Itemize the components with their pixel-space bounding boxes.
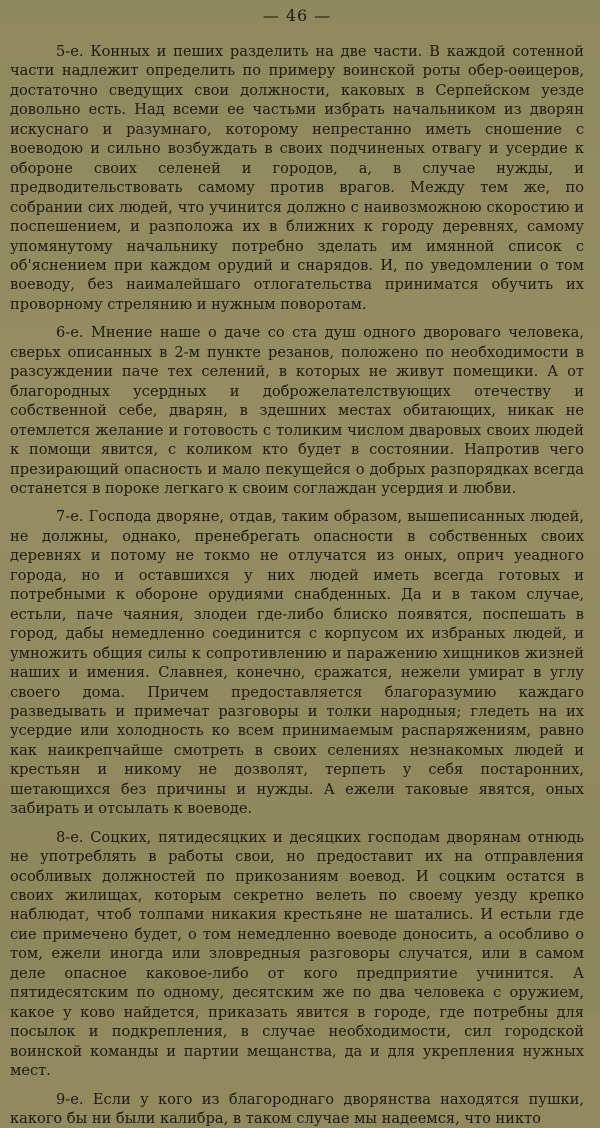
page-number: — 46 — (262, 6, 332, 25)
paragraph-7: 7-е. Господа дворяне, отдав, таким образом, вышеписанных людей, не должны, однако, пренебрегать опасности в собственных своих деревнях и потому не токмо не отлучатся из оных, оприч уеадного города, но и оставшихся у них людей иметь всегда готовых и потребными к обороне орудиями снабденных. Да и в таком случае, естьли, паче чаяния, злодеи где-либо блиско появятся, поспешать в город, дабы немедленно соединится с корпусом их избраных людей, и умножить общия силы к сопротивлению и паражению хищников жизней наших и имения. Славнея, конечно, сражатся, нежели умират в углу своего дома. Причем предоставляется благоразумию каждаго разведывать и примечат разговоры и толки народныя; гледеть на их усердие или холодность ко всем принимаемым распаряжениям, равно как наикрепчайше смотреть в своих селениях незнакомых людей и крестьян и никому не дозволят, терпеть у себя постаронних, шетающихся без причины и нужды. А ежели таковые явятся, оных забирать и отсылать к воеводе. (10, 508, 584, 818)
paragraph-8: 8-е. Соцких, пятидесяцких и десяцких господам дворянам отнюдь не употреблять в работы свои, но предоставит их на отправления особливых должностей по прикозаниям воевод. И соцким остатся в своих жилищах, которым секретно велеть по своему уезду крепко наблюдат, чтоб толпами никакия крестьяне не шатались. И естьли где сие примечено будет, о том немедленно воеводе доносить, а особливо о том, ежели иногда или зловредныя разговоры случатся, или в самом деле опасное каковое-либо от кого предприятие учинится. А пятидесятским по одному, десятским же по два человека с оружием, какое у ково найдется, приказать явится в городе, где потребны для посылок и подкрепления, в случае необходимости, сил городской воинской команды и партии мещанства, да и для укрепления нужных мест. (10, 828, 584, 1080)
paragraph-6: 6-е. Мнение наше о даче со ста душ одного двороваго человека, сверьх описанных в 2-м пункте резанов, положено по необходимости в разсуждении паче тех селений, в которых не живут помещики. А от благородных усердных и доброжелателствующих отечеству и собственной себе, дварян, в здешних местах обитающих, никак не отемлется желание и готовость с толиким числом дваровых своих людей к помощи явится, с коликом кто будет в состоянии. Напротив чего презирающий опасность и мало пекущейся о добрых разпорядках всегда останется в пороке легкаго к своим соглаждан усердия и любви. (10, 324, 584, 497)
paragraph-9: 9-е. Если у кого из благороднаго дворянства находятся пушки, какого бы ни были калибра, в таком случае мы надеемся, что никто (10, 1090, 584, 1128)
paragraph-5: 5-е. Конных и пеших разделить на две части. В каждой сотенной части надлежит определить по примеру воинской роты обер-оѳицеров, достаточно сведущих свои должности, каковых в Серпейском уезде довольно есть. Над всеми ее частьми избрать начальником из дворян искуснаго и разумнаго, которому непрестанно иметь сношение с воеводою и сильно возбуждать в своих подчиненых отвагу и усердие к обороне своих селеней и городов, а, в случае нужды, и предводительствовать самому против врагов. Между тем же, по собрании сих людей, что учинится должно с наивозможною скоростию и поспешением, и разположа их в ближних к городу деревнях, самому упомянутому начальнику потребно зделать им имянной список с об'яснением при каждом орудий и снарядов. И, по уведомлении о том воеводу, без наималейшаго отлогательства приниматся обучить их проворному стрелянию и нужным поворотам. (10, 43, 584, 313)
